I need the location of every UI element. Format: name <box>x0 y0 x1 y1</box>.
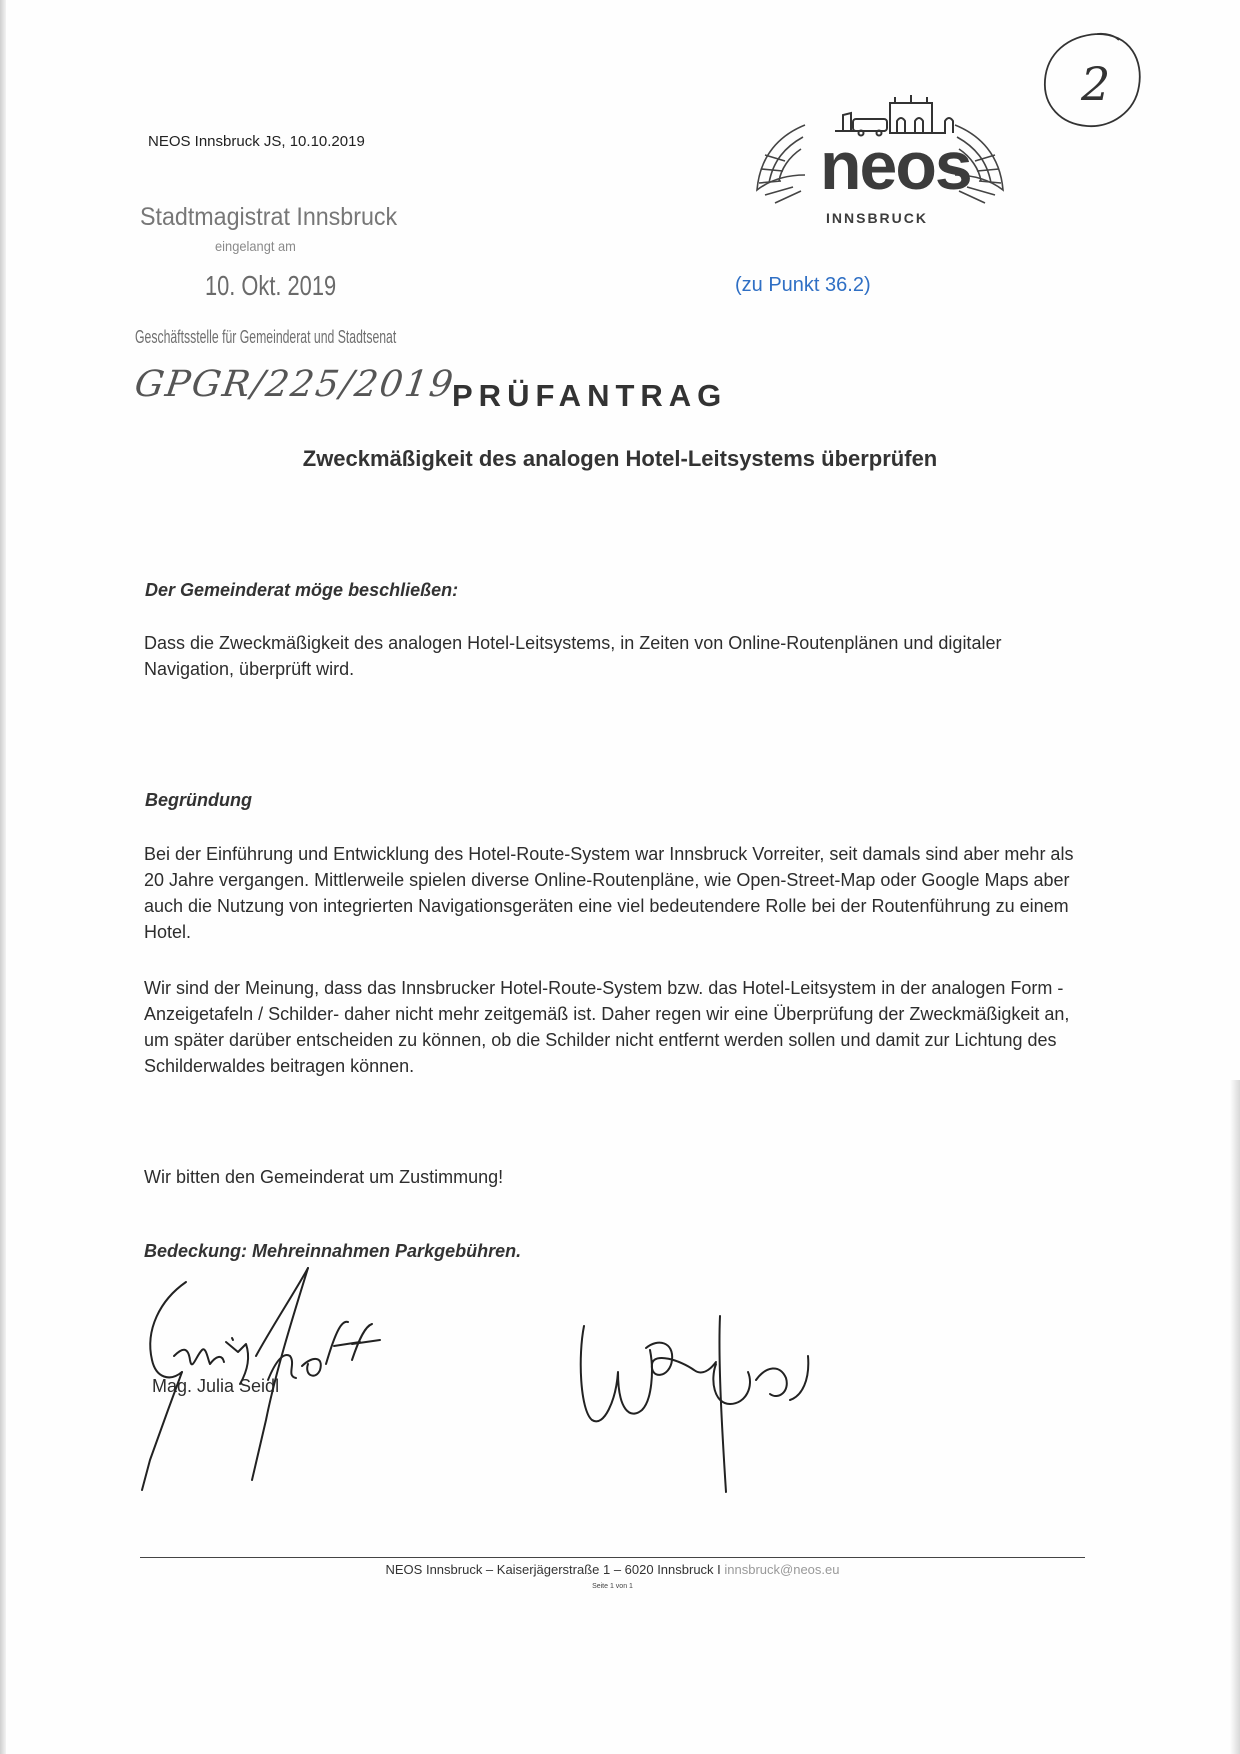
page-number: Seite 1 von 1 <box>592 1583 633 1590</box>
document-subject: Zweckmäßigkeit des analogen Hotel-Leitsystems überprüfen <box>302 446 938 471</box>
reasoning-heading: Begründung <box>145 790 252 810</box>
signer-name: Mag. Julia Seidl <box>152 1376 280 1396</box>
circled-number-annotation <box>1037 28 1147 134</box>
handwritten-signatures <box>90 1260 890 1500</box>
stamp-received-label: eingelangt am <box>215 238 296 254</box>
coverage-line: Bedeckung: Mehreinnahmen Parkgebühren. <box>144 1241 522 1261</box>
closing-line: Wir bitten den Gemeinderat um Zustimmung! <box>144 1167 504 1187</box>
scan-edge-right <box>1230 1080 1240 1754</box>
document-title: PRÜFANTRAG <box>452 378 728 413</box>
footer-divider <box>140 1557 1085 1558</box>
stamp-date: 10. Okt. 2019 <box>205 270 337 301</box>
handwritten-reference: GPGR/225/2019 <box>132 364 458 405</box>
agenda-reference: (zu Punkt 36.2) <box>735 274 871 296</box>
footer <box>140 1562 1085 1577</box>
footer-email: innsbruck@neos.eu <box>724 1562 840 1577</box>
motion-text: Dass die Zweckmäßigkeit des analogen Hotel-Leitsystems, in Zeiten von Online-Routenplänen und digitaler Navigation, überprüft wird. <box>144 633 1002 679</box>
logo-wordmark: neos <box>820 128 971 204</box>
stamp-office: Geschäftsstelle für Gemeinderat und Stadtsenat <box>135 327 397 347</box>
motion-heading: Der Gemeinderat möge beschließen: <box>145 580 459 600</box>
stamp-organization: Stadtmagistrat Innsbruck <box>140 203 398 231</box>
logo-subtitle: INNSBRUCK <box>826 210 928 226</box>
footer-address: NEOS Innsbruck – Kaiserjägerstraße 1 – 6020 Innsbruck I <box>385 1562 725 1577</box>
reasoning-paragraph-1: Bei der Einführung und Entwicklung des Hotel-Route-System war Innsbruck Vorreiter, seit damals sind aber mehr als 20 Jahre vergangen. Mittlerweile spielen diverse Online-Routenpläne, wie Open-Street-Map oder Google Maps aber auch die Nutzung von integrierten Navigationsgeräten eine viel bedeutendere Rolle bei der Routenführung zu einem Hotel. <box>144 844 1074 942</box>
circled-number: 2 <box>1081 57 1111 111</box>
reasoning-paragraph-2: Wir sind der Meinung, dass das Innsbrucker Hotel-Route-System bzw. das Hotel-Leitsystem in der analogen Form - Anzeigetafeln / Schilder- daher nicht mehr zeitgemäß ist. Daher regen wir eine Überprüfung der Zweckmäßigkeit an, um später darüber entscheiden zu können, ob die Schilder nicht entfernt werden sollen und damit zur Lichtung des Schilderwaldes beitragen können. <box>144 978 1070 1076</box>
sender-line: NEOS Innsbruck JS, 10.10.2019 <box>148 133 365 150</box>
scan-edge-left <box>0 0 6 1754</box>
